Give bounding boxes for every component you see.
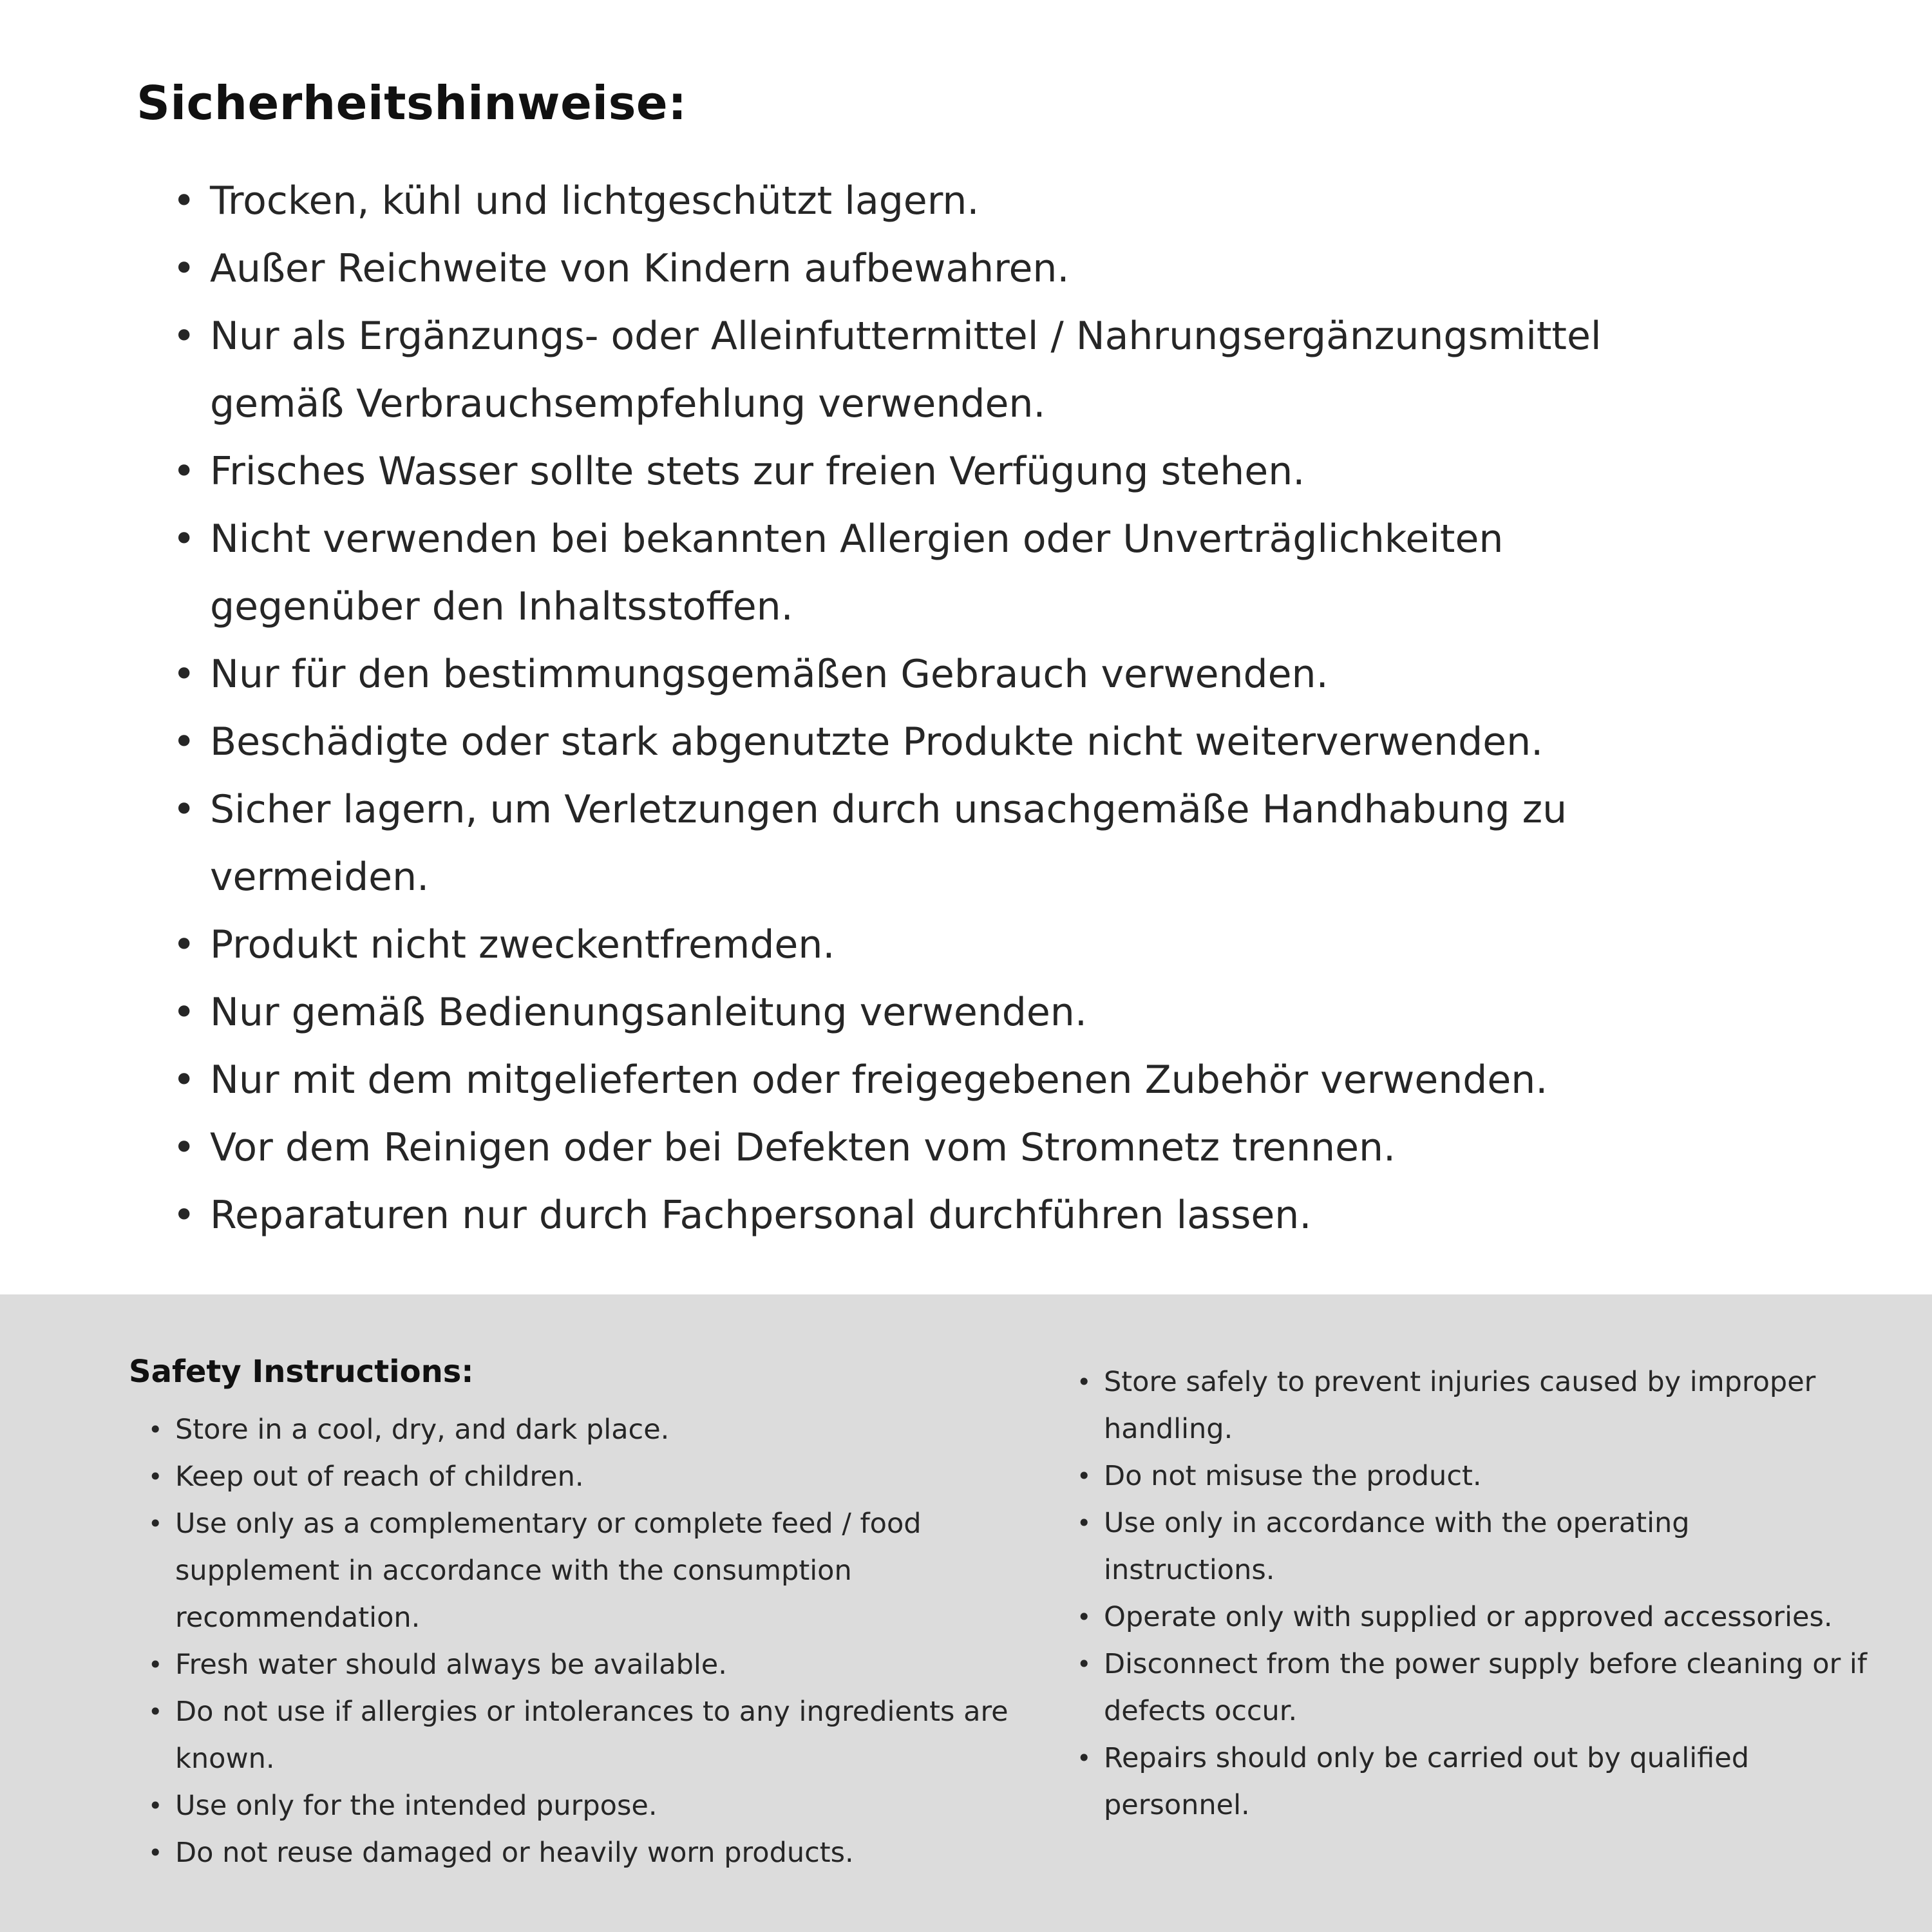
list-item: • Store in a cool, dry, and dark place. <box>147 1406 1024 1454</box>
list-item: • Nur mit dem mitgelieferten oder freigegebenen Zubehör verwenden. <box>170 1046 1671 1114</box>
list-item: • Repairs should only be carried out by qualified personnel. <box>1075 1735 1868 1829</box>
english-instruction-list-left <box>147 1406 1024 1877</box>
list-item: • Trocken, kühl und lichtgeschützt lagern. <box>170 167 1671 235</box>
english-section-title: Safety Instructions: <box>129 1354 474 1390</box>
english-instruction-list-right <box>1075 1359 1868 1829</box>
list-item: • Keep out of reach of children. <box>147 1454 1024 1501</box>
english-section <box>0 1294 1932 1932</box>
list-item: • Außer Reichweite von Kindern aufbewahren. <box>170 235 1671 303</box>
list-item: • Use only as a complementary or complete feed / food supplement in accordance with the consumption recommendation. <box>147 1501 1024 1642</box>
list-item: • Vor dem Reinigen oder bei Defekten vom Stromnetz trennen. <box>170 1114 1671 1182</box>
list-item: • Reparaturen nur durch Fachpersonal durchführen lassen. <box>170 1182 1671 1249</box>
german-section-title: Sicherheitshinweise: <box>137 76 687 130</box>
list-item: • Store safely to prevent injuries caused by improper handling. <box>1075 1359 1868 1453</box>
list-item: • Beschädigte oder stark abgenutzte Produkte nicht weiterverwenden. <box>170 708 1671 776</box>
list-item: • Nicht verwenden bei bekannten Allergien oder Unverträglichkeiten gegenüber den Inhaltsstoffen. <box>170 506 1671 641</box>
english-left-column <box>129 1354 1024 1932</box>
list-item: • Nur als Ergänzungs- oder Alleinfuttermittel / Nahrungsergänzungsmittel gemäß Verbrauchsempfehlung verwenden. <box>170 303 1671 438</box>
german-instruction-list <box>170 167 1671 1249</box>
list-item: • Use only in accordance with the operating instructions. <box>1075 1500 1868 1594</box>
list-item: • Nur gemäß Bedienungsanleitung verwenden. <box>170 979 1671 1046</box>
list-item: • Do not reuse damaged or heavily worn products. <box>147 1830 1024 1877</box>
list-item: • Produkt nicht zweckentfremden. <box>170 911 1671 979</box>
list-item: • Do not use if allergies or intolerances to any ingredients are known. <box>147 1689 1024 1783</box>
english-right-column <box>1075 1354 1868 1932</box>
list-item: • Frisches Wasser sollte stets zur freien Verfügung stehen. <box>170 438 1671 506</box>
list-item: • Use only for the intended purpose. <box>147 1783 1024 1830</box>
list-item: • Disconnect from the power supply before cleaning or if defects occur. <box>1075 1641 1868 1735</box>
list-item: • Sicher lagern, um Verletzungen durch unsachgemäße Handhabung zu vermeiden. <box>170 776 1671 911</box>
list-item: • Operate only with supplied or approved accessories. <box>1075 1594 1868 1641</box>
list-item: • Do not misuse the product. <box>1075 1453 1868 1500</box>
list-item: • Fresh water should always be available. <box>147 1642 1024 1689</box>
list-item: • Nur für den bestimmungsgemäßen Gebrauch verwenden. <box>170 641 1671 708</box>
